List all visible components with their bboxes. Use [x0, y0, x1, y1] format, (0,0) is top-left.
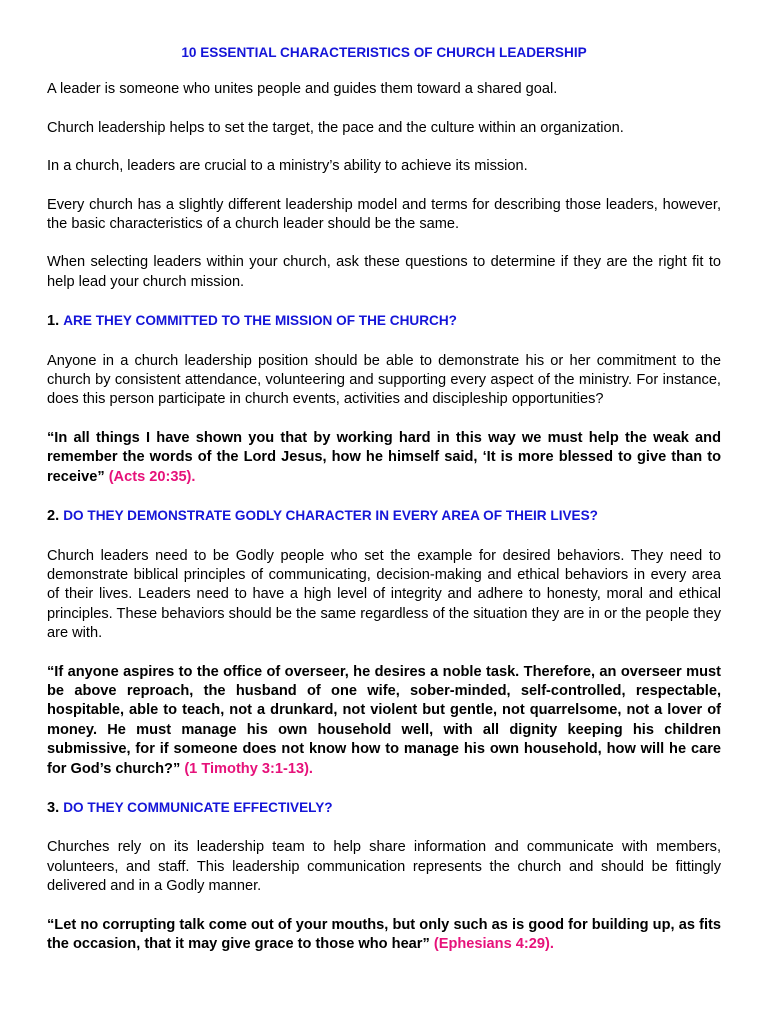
scripture-reference: (Acts 20:35). [108, 468, 196, 485]
section-number: 2. [47, 508, 60, 525]
document-title: 10 ESSENTIAL CHARACTERISTICS OF CHURCH LEADERSHIP [181, 45, 587, 60]
section-body: Church leaders need to be Godly people who set the example for desired behaviors. They need to demonstrate biblical principles of communicating, decision-making and ethical behaviors in every area of their lives. Leaders need to have a high level of integrity and adhere to honesty, moral and ethical principles. These behaviors should be the same regardless of the situation they are in or the people they are with. [47, 547, 721, 642]
quote-text: “In all things I have shown you that by working hard in this way we must help the weak and remember the words of the Lord Jesus, how he himself said, ‘It is more blessed to give than to receive” [47, 429, 721, 485]
section-heading-text: DO THEY DEMONSTRATE GODLY CHARACTER IN EVERY AREA OF THEIR LIVES? [63, 508, 598, 524]
section-heading-1 [47, 311, 721, 331]
intro-paragraph: Church leadership helps to set the target, the pace and the culture within an organization. [47, 119, 624, 136]
intro-paragraph: In a church, leaders are crucial to a ministry’s ability to achieve its mission. [47, 158, 528, 175]
section-number: 3. [47, 799, 60, 816]
section-heading-2 [47, 506, 721, 526]
scripture-quote [47, 429, 721, 487]
scripture-quote [47, 663, 721, 779]
scripture-reference: (Ephesians 4:29). [433, 936, 554, 952]
section-heading-text: DO THEY COMMUNICATE EFFECTIVELY? [63, 799, 333, 815]
scripture-reference: (1 Timothy 3:1-13). [184, 760, 313, 777]
section-heading-3 [47, 798, 721, 818]
section-heading-text: ARE THEY COMMITTED TO THE MISSION OF THE CHURCH? [63, 313, 457, 329]
quote-text: “Let no corrupting talk come out of your mouths, but only such as is good for building up, as fits the occasion, that it may give grace to those who hear” [47, 916, 721, 952]
intro-paragraph: When selecting leaders within your church, ask these questions to determine if they are the right fit to help lead your church mission. [47, 254, 721, 290]
section-body: Anyone in a church leadership position should be able to demonstrate his or her commitment to the church by consistent attendance, volunteering and supporting every aspect of the ministry. For instance, does this person participate in church events, activities and discipleship opportunities? [47, 352, 721, 408]
scripture-quote [47, 916, 721, 955]
quote-text: “If anyone aspires to the office of overseer, he desires a noble task. Therefore, an overseer must be above reproach, the husband of one wife, sober-minded, self-controlled, respectable, hospitable, able to teach, not a drunkard, not violent but gentle, not quarrelsome, not a lover of money. He must manage his own household well, with all dignity keeping his children submissive, for if someone does not know how to manage his own household, how will he care for God’s church?” [47, 663, 721, 777]
intro-paragraph: Every church has a slightly different leadership model and terms for describing those leaders, however, the basic characteristics of a church leader should be the same. [47, 196, 721, 233]
section-body: Churches rely on its leadership team to help share information and communicate with members, volunteers, and staff. This leadership communication represents the church and should be fittingly delivered and in a Godly manner. [47, 839, 721, 895]
intro-paragraph: A leader is someone who unites people and guides them toward a shared goal. [47, 81, 558, 98]
section-number: 1. [47, 313, 60, 330]
